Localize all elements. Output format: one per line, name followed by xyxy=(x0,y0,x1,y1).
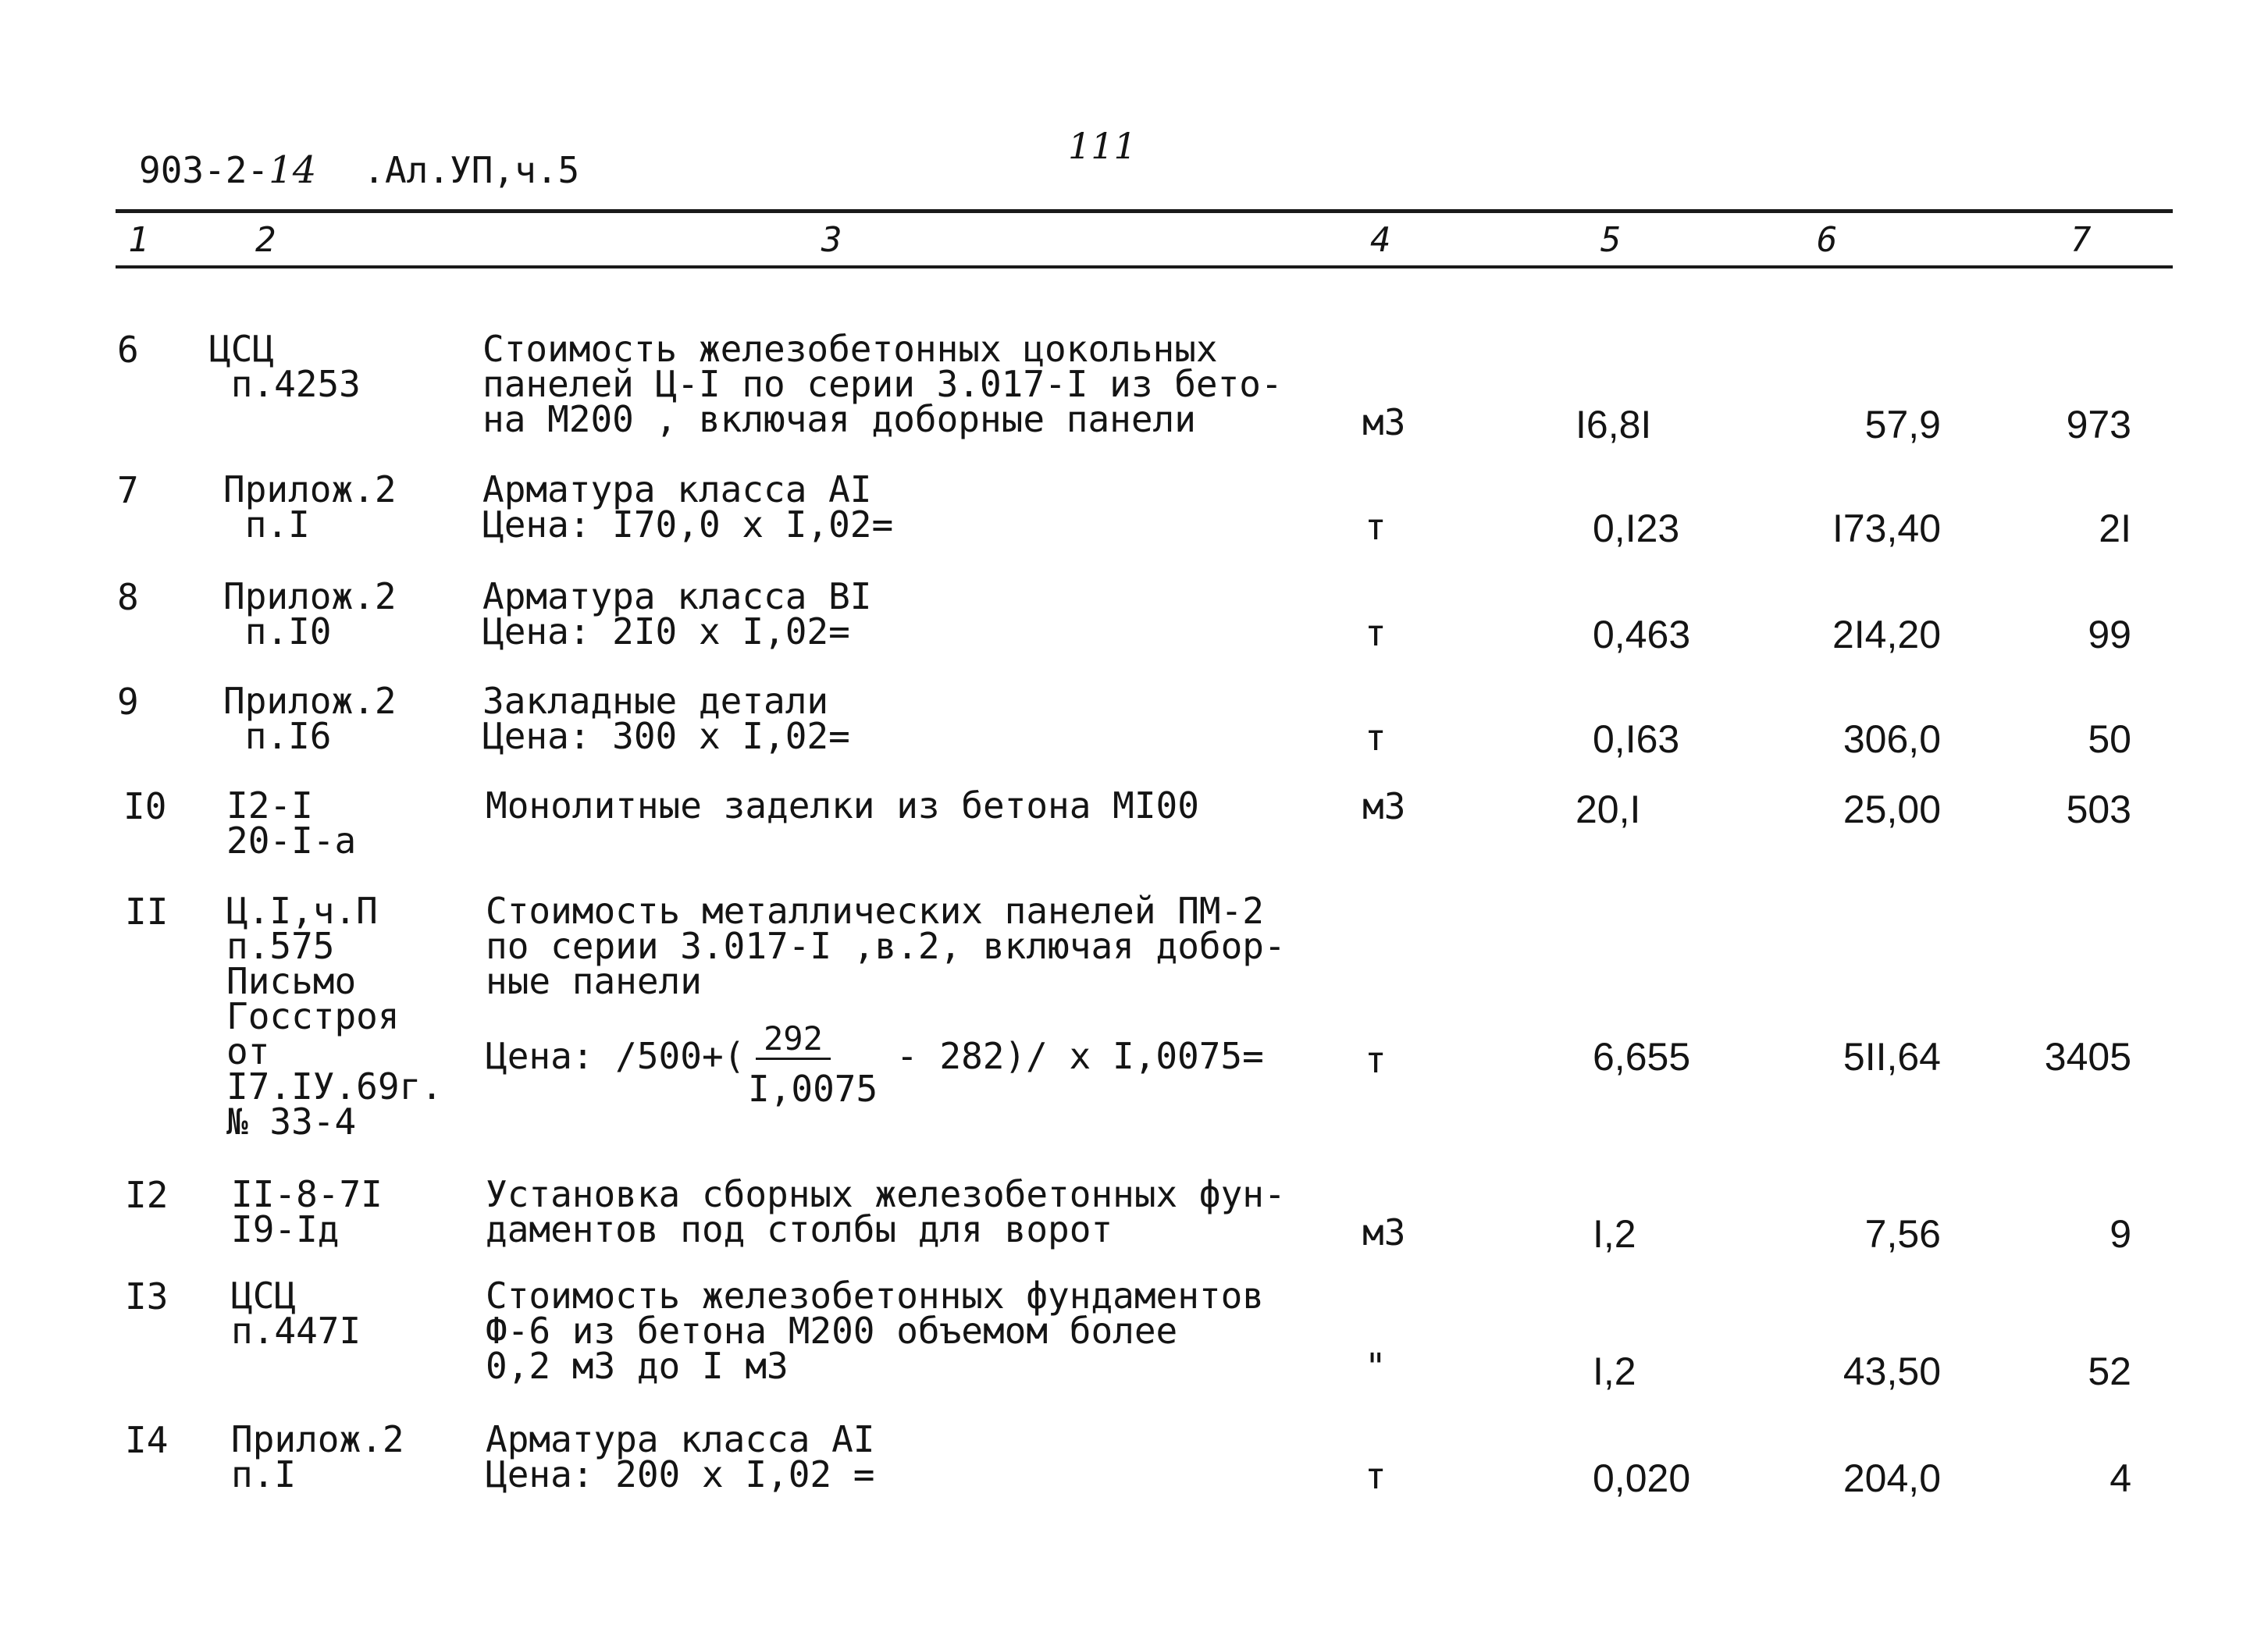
row-reference: Прилож.2 п.I xyxy=(231,1418,404,1495)
row-description: Стоимость железобетонных фундаментов Ф-6 из бетона М200 объемом более 0,2 м3 до I м3 xyxy=(486,1275,1264,1387)
row-number: I2 xyxy=(125,1174,169,1216)
row-total: 4 xyxy=(2110,1456,2131,1500)
document-code-prefix: 903-2- xyxy=(139,149,269,191)
row-unit: м3 xyxy=(1362,785,1406,827)
row-quantity: 0,020 xyxy=(1593,1456,1691,1500)
row-unit: м3 xyxy=(1362,401,1406,443)
row-quantity: 6,655 xyxy=(1593,1035,1691,1079)
row-quantity: I,2 xyxy=(1593,1350,1636,1393)
row-quantity: 0,463 xyxy=(1593,613,1691,656)
row-description: Закладные детали Цена: 300 х I,02= xyxy=(482,680,850,757)
page-number: 111 xyxy=(1068,125,1137,167)
row-reference: ЦСЦ п.4253 xyxy=(209,328,361,405)
row-description: Стоимость железобетонных цокольных панелей Ц-I по серии 3.017-I из бето- на М200 , включая доборные панели xyxy=(482,328,1283,440)
column-number-4: 4 xyxy=(1370,220,1391,260)
row-total: 973 xyxy=(2066,403,2131,446)
row-number: 6 xyxy=(117,329,139,371)
column-number-5: 5 xyxy=(1600,220,1622,260)
row-description: Установка сборных железобетонных фун- даментов под столбы для ворот xyxy=(486,1173,1286,1250)
row-unit: т xyxy=(1365,717,1387,759)
row-number: I0 xyxy=(123,785,167,827)
price-formula-label: Цена: /500+( xyxy=(486,1035,746,1077)
row-number: 7 xyxy=(117,469,139,511)
row-description: Арматура класса BI Цена: 2I0 х I,02= xyxy=(482,575,872,653)
row-total: 9 xyxy=(2110,1212,2131,1256)
row-unit: т xyxy=(1365,612,1387,654)
row-quantity: 0,I63 xyxy=(1593,717,1680,761)
row-reference: Прилож.2 п.I6 xyxy=(223,680,397,757)
row-price: 306,0 xyxy=(1843,717,1941,761)
row-number: I3 xyxy=(125,1275,169,1318)
row-reference: I2-I 20-I-а xyxy=(226,784,357,862)
row-unit: т xyxy=(1365,1455,1387,1497)
row-price: I73,40 xyxy=(1832,507,1941,550)
top-rule xyxy=(116,209,2173,213)
row-total: 52 xyxy=(2088,1350,2131,1393)
row-quantity: I6,8I xyxy=(1575,403,1652,446)
row-description: Арматура класса AI Цена: 200 х I,02 = xyxy=(486,1418,875,1495)
row-number: I4 xyxy=(125,1419,169,1461)
price-formula-denominator: I,0075 xyxy=(748,1068,878,1110)
row-unit: " xyxy=(1365,1346,1387,1388)
column-number-7: 7 xyxy=(2070,220,2092,260)
price-formula-numerator: 292 xyxy=(756,1021,831,1057)
price-formula-tail: - 282)/ х I,0075= xyxy=(896,1035,1264,1077)
row-unit: т xyxy=(1365,1039,1387,1081)
document-code-suffix: .Ал.УП,ч.5 xyxy=(363,149,580,191)
row-description: Арматура класса AI Цена: I70,0 х I,02= xyxy=(482,468,894,546)
row-price: 204,0 xyxy=(1843,1456,1941,1500)
row-total: 2I xyxy=(2099,507,2131,550)
row-reference: Ц.I,ч.П п.575 Письмо Госстроя от I7.IУ.69г. № 33-4 xyxy=(226,890,443,1143)
row-reference: ЦСЦ п.447I xyxy=(231,1275,361,1352)
row-description: Стоимость металлических панелей ПМ-2 по серии 3.017-I ,в.2, включая добор- ные панели xyxy=(486,890,1286,1002)
column-number-3: 3 xyxy=(821,220,842,260)
row-total: 503 xyxy=(2066,788,2131,831)
row-reference: Прилож.2 п.I0 xyxy=(223,575,397,653)
column-number-1: 1 xyxy=(128,220,149,260)
row-unit: т xyxy=(1365,506,1387,548)
row-quantity: I,2 xyxy=(1593,1212,1636,1256)
row-quantity: 0,I23 xyxy=(1593,507,1680,550)
row-number: II xyxy=(125,891,169,933)
row-total: 3405 xyxy=(2044,1035,2131,1079)
document-code-handwritten: 14 xyxy=(269,148,317,192)
row-price: 57,9 xyxy=(1864,403,1941,446)
column-number-2: 2 xyxy=(255,220,276,260)
row-reference: II-8-7I I9-Iд xyxy=(231,1173,383,1250)
row-total: 50 xyxy=(2088,717,2131,761)
row-total: 99 xyxy=(2088,613,2131,656)
row-price: 43,50 xyxy=(1843,1350,1941,1393)
column-number-6: 6 xyxy=(1817,220,1838,260)
row-price: 25,00 xyxy=(1843,788,1941,831)
column-header-rule xyxy=(116,265,2173,268)
row-price: 5II,64 xyxy=(1843,1035,1941,1079)
row-quantity: 20,I xyxy=(1575,788,1641,831)
document-code xyxy=(139,148,579,192)
row-price: 2I4,20 xyxy=(1832,613,1941,656)
row-unit: м3 xyxy=(1362,1211,1406,1254)
row-price: 7,56 xyxy=(1864,1212,1941,1256)
row-number: 9 xyxy=(117,681,139,723)
row-reference: Прилож.2 п.I xyxy=(223,468,397,546)
row-description: Монолитные заделки из бетона МI00 xyxy=(486,784,1199,827)
row-number: 8 xyxy=(117,576,139,618)
